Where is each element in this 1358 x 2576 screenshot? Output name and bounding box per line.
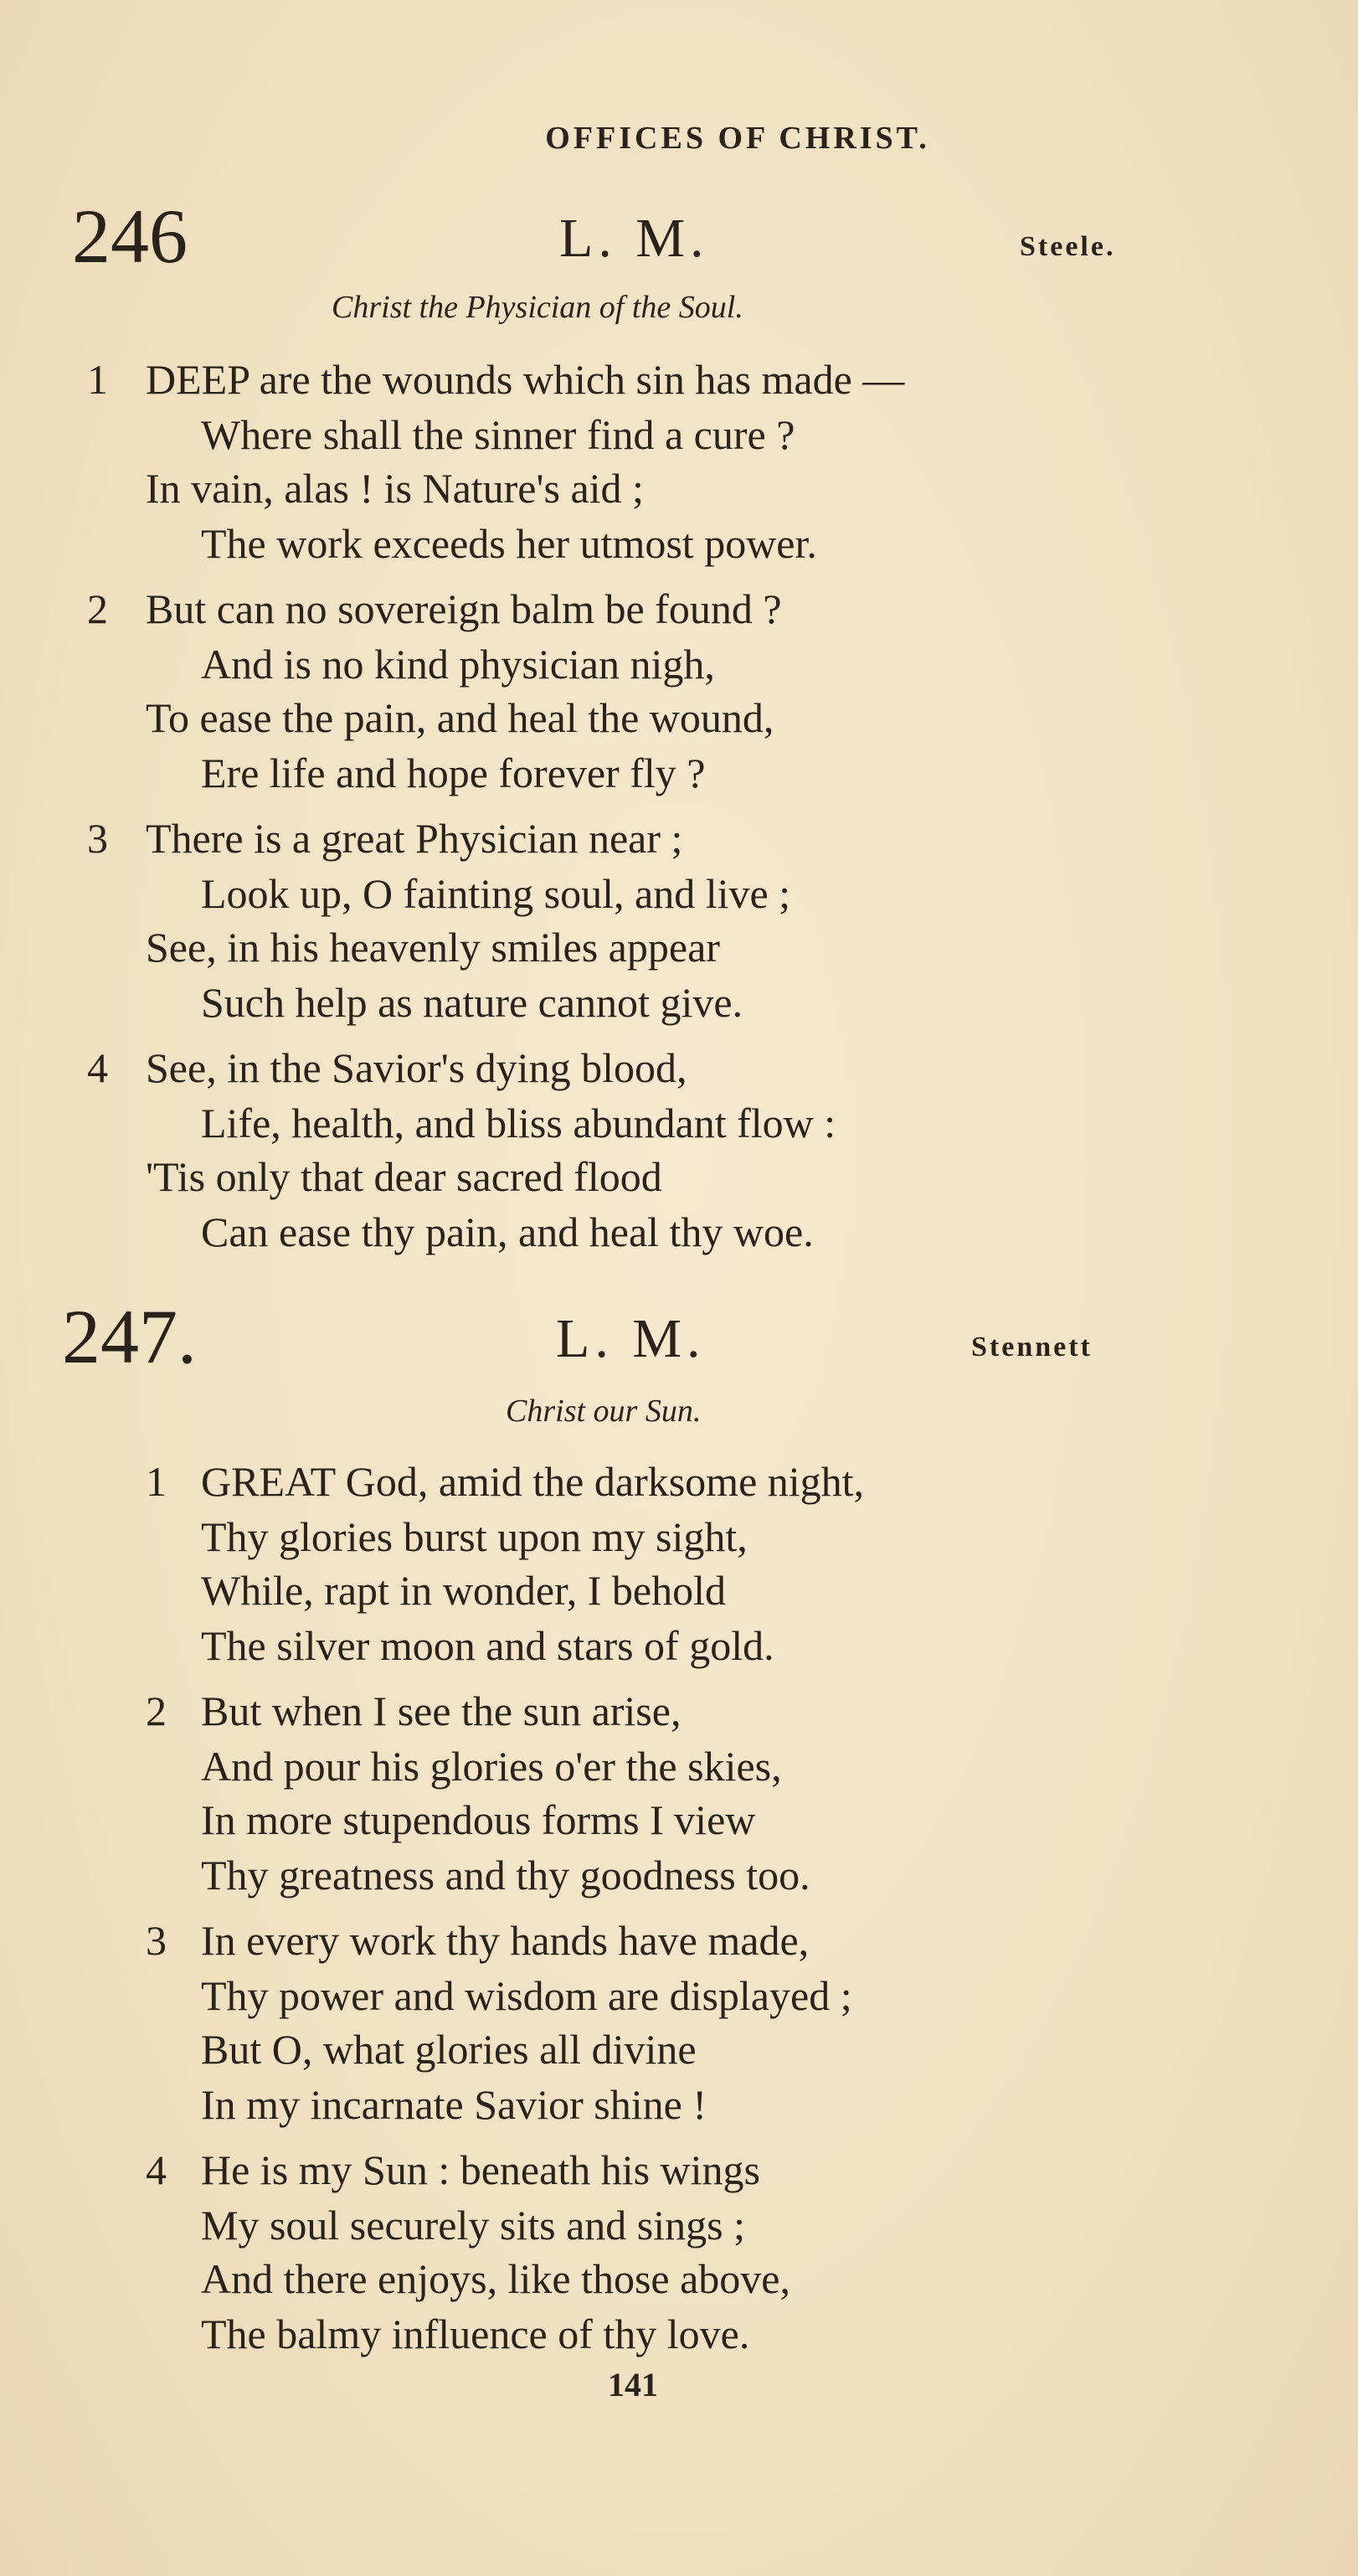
verse-line: GREAT God, amid the darksome night, [201, 1458, 865, 1505]
verse-line: And there enjoys, like those above, [201, 2255, 790, 2302]
hymn-meter: L. M. [559, 208, 709, 269]
verse-line: But O, what glories all divine [201, 2026, 697, 2073]
verse-line: Such help as nature cannot give. [201, 979, 743, 1026]
verse-line: To ease the pain, and heal the wound, [146, 694, 774, 741]
verse-line: In vain, alas ! is Nature's aid ; [146, 465, 644, 512]
verse-line: See, in his heavenly smiles appear [146, 924, 720, 971]
verse-line: He is my Sun : beneath his wings [201, 2146, 761, 2193]
verse-line: While, rapt in wonder, I behold [201, 1567, 726, 1614]
running-head: OFFICES OF CHRIST. [545, 121, 930, 156]
verse-line: But when I see the sun arise, [201, 1687, 682, 1734]
hymn-author: Stennett [971, 1332, 1093, 1363]
verse-line: See, in the Savior's dying blood, [146, 1044, 687, 1091]
verse-line: Thy glories burst upon my sight, [201, 1513, 748, 1560]
verse-line: Where shall the sinner find a cure ? [201, 411, 795, 458]
hymn-number: 247. [62, 1294, 197, 1379]
hymn-meter: L. M. [556, 1308, 706, 1369]
verse-line: My soul securely sits and sings ; [201, 2202, 745, 2249]
verse-line: And pour his glories o'er the skies, [201, 1743, 782, 1790]
verse-number: 1 [146, 1458, 167, 1505]
verse-line: DEEP are the wounds which sin has made — [146, 356, 905, 403]
verse-number: 4 [87, 1044, 108, 1091]
verse-line: Thy power and wisdom are displayed ; [201, 1972, 852, 2019]
hymn-number: 246 [72, 193, 188, 279]
verse-number: 3 [87, 815, 108, 862]
verse-line: In every work thy hands have made, [201, 1917, 810, 1964]
verse-number: 3 [146, 1917, 167, 1964]
verse-number: 2 [87, 585, 108, 632]
verse-line: Thy greatness and thy goodness too. [201, 1852, 810, 1899]
verse-line: 'Tis only that dear sacred flood [146, 1153, 662, 1200]
verse-line: Life, health, and bliss abundant flow : [201, 1100, 836, 1146]
hymn-subtitle: Christ our Sun. [506, 1394, 702, 1429]
verse-line: The work exceeds her utmost power. [201, 520, 817, 567]
verse-line: There is a great Physician near ; [146, 815, 683, 862]
hymn-author: Steele. [1020, 231, 1116, 262]
verse-line: In my incarnate Savior shine ! [201, 2081, 707, 2128]
verse-line: In more stupendous forms I view [201, 1796, 756, 1843]
verse-line: The balmy influence of thy love. [201, 2311, 750, 2357]
hymn-subtitle: Christ the Physician of the Soul. [332, 290, 743, 325]
verse-line: Ere life and hope forever fly ? [201, 750, 706, 796]
verse-number: 4 [146, 2146, 167, 2193]
verse-line: The silver moon and stars of gold. [201, 1622, 774, 1669]
verse-line: Can ease thy pain, and heal thy woe. [201, 1208, 814, 1255]
verse-number: 2 [146, 1687, 167, 1734]
verse-line: And is no kind physician nigh, [201, 641, 715, 688]
page-number: 141 [608, 2366, 658, 2403]
verse-number: 1 [87, 356, 108, 403]
verse-line: But can no sovereign balm be found ? [146, 585, 782, 632]
verse-line: Look up, O fainting soul, and live ; [201, 870, 791, 917]
